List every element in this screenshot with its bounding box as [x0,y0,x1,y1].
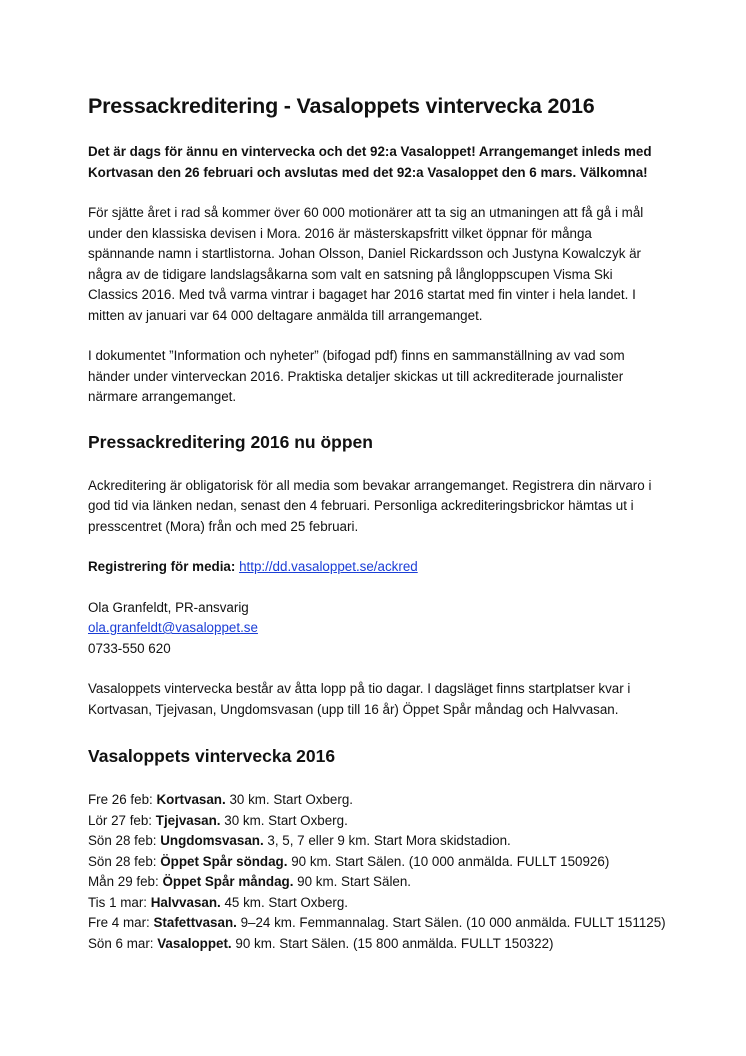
accreditation-paragraph: Ackreditering är obligatorisk för all media som bevakar arrangemanget. Registrera din närvaro i god tid via länken nedan, senast den 4 februari. Personliga ackrediteringsbrickor hämtas ut i presscentret (Mora) från och med 25 februari. [88,477,652,534]
schedule-race: Öppet Spår söndag. [160,853,288,869]
schedule-date: Sön 6 mar: [88,935,154,951]
schedule-race: Stafettvasan. [153,915,237,930]
availability-paragraph: Vasaloppets vintervecka består av åtta lopp på tio dagar. I dagsläget finns startplatser kvar i Kortvasan, Tjejvasan, Ungdomsvasan (upp till 16 år) Öppet Spår måndag och Halvvasan. [88,681,631,717]
contact-block [88,598,658,660]
schedule-item [88,852,658,873]
schedule-details: 90 km. Start Sälen. (15 800 anmälda. FULLT 150322) [235,935,554,951]
schedule-details: 9–24 km. Femmannalag. Start Sälen. (10 000 anmälda. FULLT 151125) [240,915,666,930]
schedule-date: Sön 28 feb: [88,853,157,869]
schedule-race: Öppet Spår måndag. [162,874,294,889]
schedule-item [88,934,658,955]
schedule-date: Fre 4 mar: [88,915,150,930]
section-heading-schedule: Vasaloppets vintervecka 2016 [88,746,336,766]
schedule-date: Fre 26 feb: [88,792,153,807]
schedule-race: Halvvasan. [150,894,221,910]
schedule-item [88,811,658,832]
schedule-item [88,790,658,811]
registration-label: Registrering för media: [88,559,236,574]
schedule-details: 30 km. Start Oxberg. [224,812,348,828]
registration-line [88,557,658,578]
document-page [88,92,666,954]
contact-email-link[interactable]: ola.granfeldt@vasaloppet.se [88,620,258,635]
schedule-date: Sön 28 feb: [88,833,157,848]
schedule-details: 90 km. Start Sälen. (10 000 anmälda. FULLT 150926) [291,853,610,869]
contact-phone: 0733-550 620 [88,640,171,656]
race-schedule [88,790,666,954]
schedule-date: Mån 29 feb: [88,874,159,889]
schedule-details: 45 km. Start Oxberg. [224,894,349,910]
document-title: Pressackreditering - Vasaloppets vintervecka 2016 [88,94,595,118]
contact-name: Ola Granfeldt, PR-ansvarig [88,599,249,615]
section-heading-accreditation: Pressackreditering 2016 nu öppen [88,431,373,452]
schedule-item [88,872,658,893]
schedule-race: Tjejvasan. [155,812,221,828]
schedule-details: 90 km. Start Sälen. [297,874,412,889]
intro-paragraph: För sjätte året i rad så kommer över 60 000 motionärer att ta sig an utmaningen att få gå i mål under den klassiska devisen i Mora. 2016 är mästerskapsfritt vilket öppnar för många spännande namn i startlistorna. Johan Olsson, Daniel Rickardsson och Justyna Kowalczyk är några av de tidigare landslagsåkarna som valt en satsning på långloppscupen Visma Ski Classics 2016. Med två varma vintrar i bagaget har 2016 startat med fin vinter i hela landet. I mitten av januari var 64 000 deltagare anmälda till arrangemanget. [88,205,644,323]
lead-paragraph: Det är dags för ännu en vintervecka och det 92:a Vasaloppet! Arrangemanget inleds med Kortvasan den 26 februari och avslutas med det 92:a Vasaloppet den 6 mars. Välkomna! [88,144,652,180]
schedule-race: Kortvasan. [156,792,226,807]
info-paragraph: I dokumentet ”Information och nyheter” (bifogad pdf) finns en sammanställning av vad som händer under vinterveckan 2016. Praktiska detaljer skickas ut till ackrediterade journalister närmare arrangemanget. [88,348,625,404]
schedule-date: Tis 1 mar: [88,894,148,910]
schedule-race: Vasaloppet. [157,935,232,951]
schedule-item [88,831,658,852]
schedule-item [88,893,658,914]
schedule-details: 30 km. Start Oxberg. [229,792,353,807]
schedule-date: Lör 27 feb: [88,812,153,828]
schedule-race: Ungdomsvasan. [160,833,264,848]
registration-link[interactable]: http://dd.vasaloppet.se/ackred [239,559,418,574]
schedule-details: 3, 5, 7 eller 9 km. Start Mora skidstadion. [267,833,511,848]
schedule-item [88,913,666,934]
